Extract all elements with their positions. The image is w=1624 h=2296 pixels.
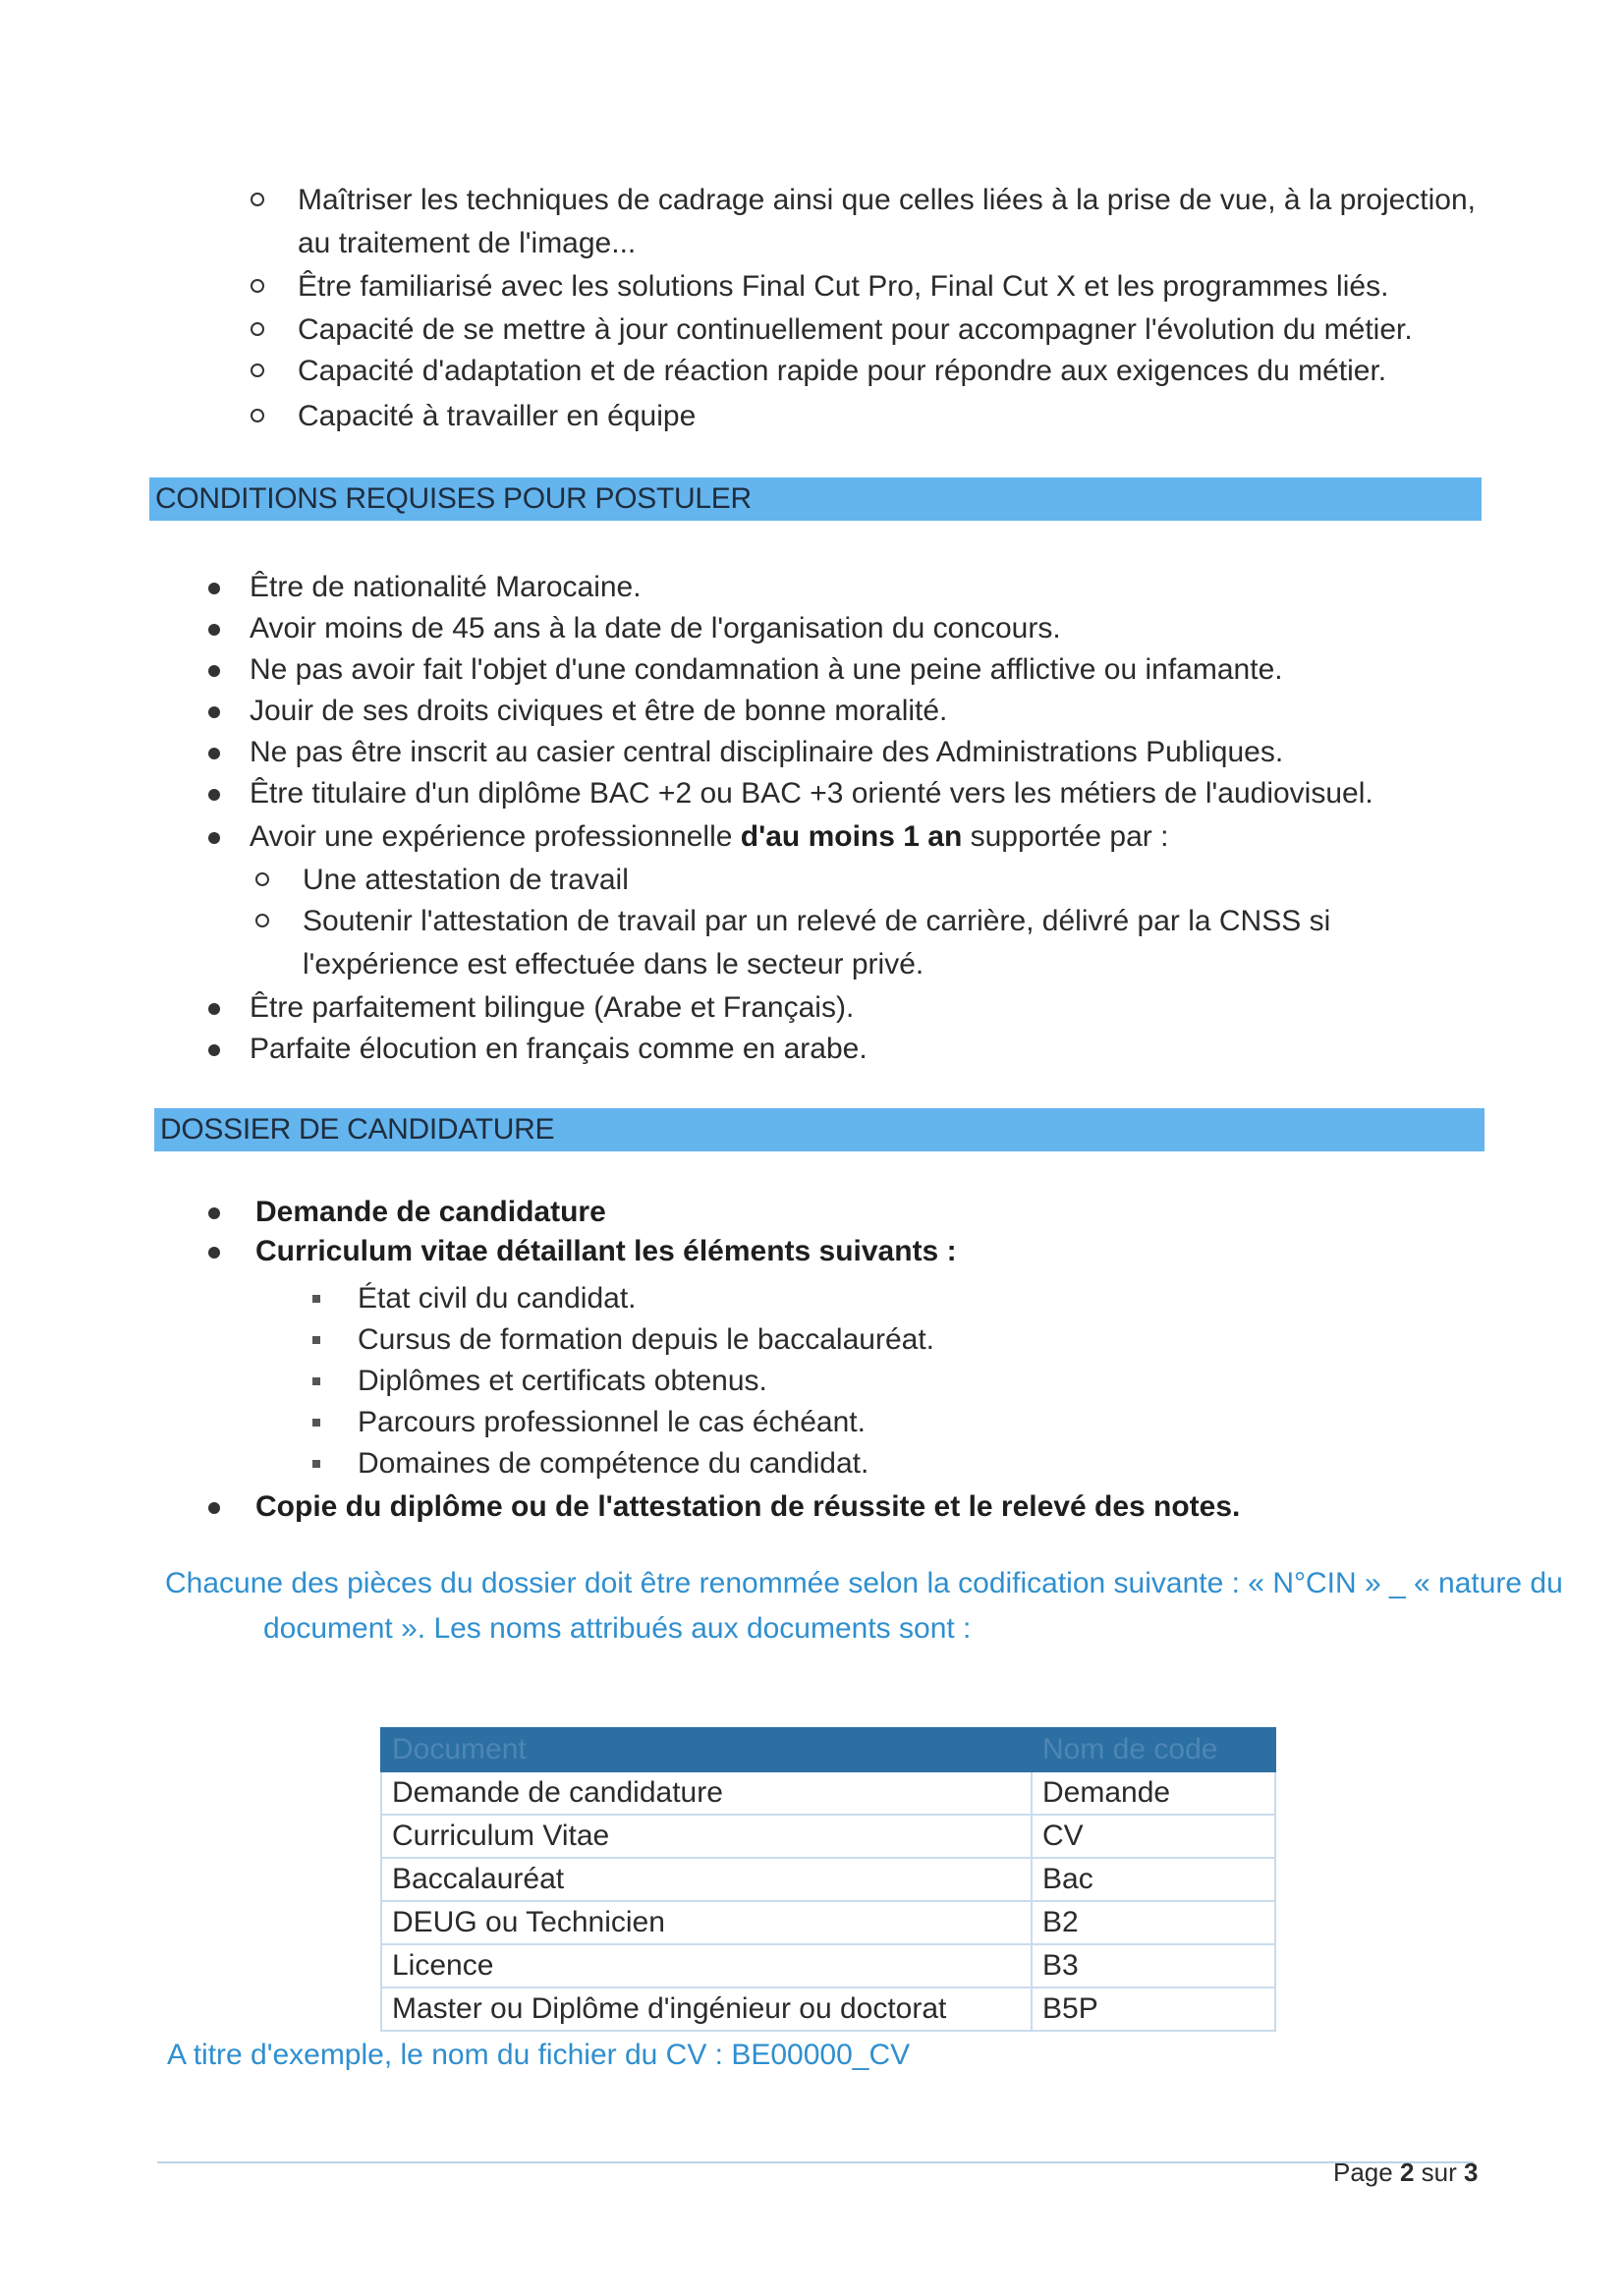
dot-bullet-icon <box>208 706 220 718</box>
square-bullet-icon <box>312 1377 320 1385</box>
condition-item-text: Jouir de ses droits civiques et être de bonne moralité. <box>250 695 948 727</box>
column-header-document: Document <box>381 1728 1032 1771</box>
cv-subitem <box>312 1318 934 1362</box>
circle-bullet-icon <box>251 193 264 206</box>
intro-item <box>251 179 1488 265</box>
table-row <box>381 1858 1275 1901</box>
dot-bullet-icon <box>208 583 220 594</box>
circle-bullet-icon <box>251 409 264 422</box>
dossier-item-text: Demande de candidature <box>255 1196 606 1228</box>
circle-bullet-icon <box>251 322 264 336</box>
document-cell: Baccalauréat <box>381 1858 1032 1901</box>
intro-item-text: Capacité d'adaptation et de réaction rapide pour répondre aux exigences du métier. <box>298 355 1387 387</box>
circle-bullet-icon <box>255 914 269 927</box>
cv-subitem <box>312 1360 767 1403</box>
dot-bullet-icon <box>208 1502 220 1514</box>
condition-item-text: Être titulaire d'un diplôme BAC +2 ou BAC +3 orienté vers les métiers de l'audiovisuel. <box>250 777 1373 810</box>
dot-bullet-icon <box>208 748 220 759</box>
document-cell: Curriculum Vitae <box>381 1815 1032 1858</box>
condition-item <box>208 607 1061 650</box>
square-bullet-icon <box>312 1419 320 1427</box>
table-row <box>381 1771 1275 1815</box>
intro-item <box>251 395 696 438</box>
footer-divider <box>157 2161 1474 2163</box>
dot-bullet-icon <box>208 832 220 844</box>
condition-item-experience <box>208 815 1168 859</box>
code-cell: B2 <box>1032 1901 1275 1944</box>
page-prefix: Page <box>1333 2157 1400 2187</box>
cv-subitem <box>312 1277 637 1320</box>
circle-bullet-icon <box>255 872 269 886</box>
condition-item <box>208 648 1283 692</box>
condition-item <box>208 986 854 1030</box>
square-bullet-icon <box>312 1295 320 1303</box>
condition-item <box>208 566 642 609</box>
table-row <box>381 1944 1275 1988</box>
experience-subitem-text: Soutenir l'attestation de travail par un relevé de carrière, délivré par la CNSS si l'expérience est effectuée dans le secteur privé. <box>303 905 1331 980</box>
intro-item <box>251 350 1386 393</box>
page-number <box>1333 2157 1478 2188</box>
table-header-row <box>381 1728 1275 1771</box>
cv-subitem-text: Parcours professionnel le cas échéant. <box>358 1406 866 1438</box>
dossier-item-text: Curriculum vitae détaillant les éléments suivants : <box>255 1235 957 1267</box>
intro-item-text: Être familiarisé avec les solutions Final Cut Pro, Final Cut X et les programmes liés. <box>298 270 1389 303</box>
dossier-item <box>208 1230 957 1273</box>
intro-item <box>251 265 1388 308</box>
experience-prefix: Avoir une expérience professionnelle <box>250 820 741 853</box>
square-bullet-icon <box>312 1460 320 1468</box>
document-cell: Demande de candidature <box>381 1771 1032 1815</box>
cv-subitem-text: État civil du candidat. <box>358 1282 637 1315</box>
code-cell: B3 <box>1032 1944 1275 1988</box>
code-cell: CV <box>1032 1815 1275 1858</box>
cv-subitem-text: Diplômes et certificats obtenus. <box>358 1365 767 1397</box>
intro-item-text: Capacité à travailler en équipe <box>298 400 697 432</box>
code-cell: Demande <box>1032 1771 1275 1815</box>
total-pages: 3 <box>1464 2157 1479 2187</box>
dot-bullet-icon <box>208 1247 220 1259</box>
experience-bold: d'au moins 1 an <box>740 820 963 853</box>
cv-subitem-text: Domaines de compétence du candidat. <box>358 1447 869 1480</box>
experience-subitem <box>255 900 1484 986</box>
condition-item-text: Être parfaitement bilingue (Arabe et Français). <box>250 991 855 1024</box>
column-header-code: Nom de code <box>1032 1728 1275 1771</box>
square-bullet-icon <box>312 1336 320 1344</box>
circle-bullet-icon <box>251 364 264 377</box>
current-page: 2 <box>1399 2157 1415 2187</box>
condition-item <box>208 690 947 733</box>
condition-item-text: Être de nationalité Marocaine. <box>250 571 642 603</box>
experience-suffix: supportée par : <box>962 820 1169 853</box>
dossier-item <box>208 1191 606 1234</box>
experience-subitem <box>255 859 629 902</box>
codification-note-line1: Chacune des pièces du dossier doit être renommée selon la codification suivante : « N°CIN » _ « nature du <box>165 1567 1563 1599</box>
cv-subitem-text: Cursus de formation depuis le baccalauréat. <box>358 1323 934 1356</box>
condition-item-text: Avoir moins de 45 ans à la date de l'organisation du concours. <box>250 612 1061 644</box>
condition-item <box>208 731 1283 774</box>
table-row <box>381 1815 1275 1858</box>
code-cell: Bac <box>1032 1858 1275 1901</box>
circle-bullet-icon <box>251 279 264 293</box>
documents-table <box>380 1727 1276 2032</box>
condition-item-text: Parfaite élocution en français comme en arabe. <box>250 1033 868 1065</box>
section-heading-dossier: DOSSIER DE CANDIDATURE <box>154 1108 1484 1151</box>
dot-bullet-icon <box>208 1003 220 1015</box>
intro-item <box>251 308 1413 352</box>
experience-subitem-text: Une attestation de travail <box>303 864 629 896</box>
page-middle: sur <box>1414 2157 1464 2187</box>
condition-item-text: Ne pas avoir fait l'objet d'une condamnation à une peine afflictive ou infamante. <box>250 653 1283 686</box>
condition-item <box>208 772 1373 815</box>
intro-item-text: Capacité de se mettre à jour continuellement pour accompagner l'évolution du métier. <box>298 313 1413 346</box>
code-cell: B5P <box>1032 1988 1275 2031</box>
dot-bullet-icon <box>208 624 220 636</box>
table-row <box>381 1901 1275 1944</box>
intro-item-text: Maîtriser les techniques de cadrage ainsi que celles liées à la prise de vue, à la projection, au traitement de l'image... <box>298 184 1477 259</box>
condition-item <box>208 1028 868 1071</box>
dot-bullet-icon <box>208 1207 220 1219</box>
codification-note-line2: document ». Les noms attribués aux documents sont : <box>263 1612 972 1645</box>
section-heading-conditions: CONDITIONS REQUISES POUR POSTULER <box>149 477 1482 521</box>
dot-bullet-icon <box>208 665 220 677</box>
table-row <box>381 1988 1275 2031</box>
condition-item-text: Ne pas être inscrit au casier central disciplinaire des Administrations Publiques. <box>250 736 1284 768</box>
cv-subitem <box>312 1401 866 1444</box>
dossier-item <box>208 1485 1240 1529</box>
document-cell: Licence <box>381 1944 1032 1988</box>
dot-bullet-icon <box>208 1044 220 1056</box>
dot-bullet-icon <box>208 789 220 801</box>
document-cell: DEUG ou Technicien <box>381 1901 1032 1944</box>
dossier-item-text: Copie du diplôme ou de l'attestation de réussite et le relevé des notes. <box>255 1490 1241 1523</box>
document-cell: Master ou Diplôme d'ingénieur ou doctorat <box>381 1988 1032 2031</box>
condition-item-text <box>250 815 1168 859</box>
cv-subitem <box>312 1442 868 1485</box>
example-note: A titre d'exemple, le nom du fichier du CV : BE00000_CV <box>167 2039 911 2071</box>
